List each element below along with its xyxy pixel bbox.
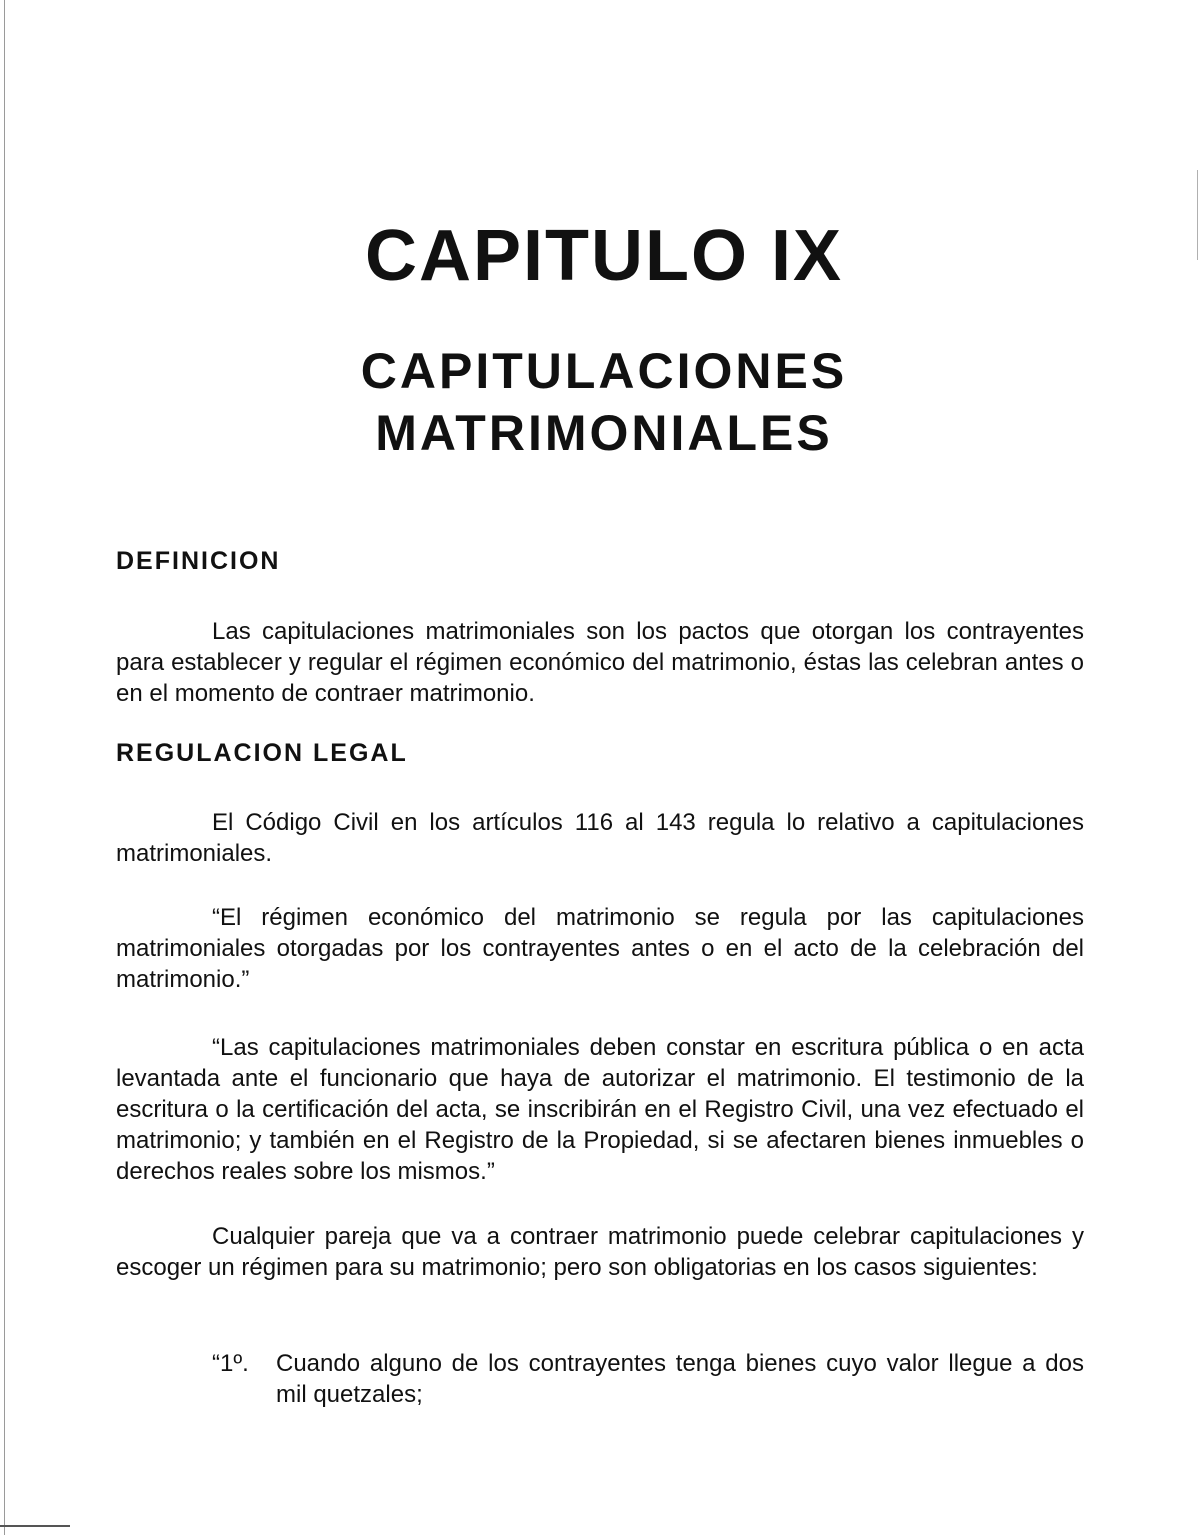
page-edge-bottom xyxy=(0,1525,70,1527)
regulacion-paragraph-1: El Código Civil en los artículos 116 al 143 regula lo relativo a capitulaciones matrimoniales. xyxy=(116,809,1084,867)
chapter-title: CAPITULO IX xyxy=(364,216,843,296)
chapter-subtitle xyxy=(0,340,1200,464)
list-item-number: “1º. xyxy=(212,1350,249,1377)
list-item-text: Cuando alguno de los contrayentes tenga bienes cuyo valor llegue a dos mil quetzales; xyxy=(276,1350,1084,1408)
chapter-subtitle-line1: CAPITULACIONES xyxy=(360,343,848,399)
regulacion-paragraph-2: “El régimen económico del matrimonio se regula por las capitulaciones matrimoniales otorgadas por los contrayentes antes o en el acto de la celebración del matrimonio.” xyxy=(116,904,1084,993)
definicion-heading: DEFINICION xyxy=(116,547,281,575)
definicion-paragraph: Las capitulaciones matrimoniales son los pactos que otorgan los contrayentes para establecer y regular el régimen económico del matrimonio, éstas las celebran antes o en el momento de contraer matrimonio. xyxy=(116,618,1084,707)
list-item xyxy=(212,1348,1084,1410)
regulacion-paragraph-4: Cualquier pareja que va a contraer matrimonio puede celebrar capitulaciones y escoger un régimen para su matrimonio; pero son obligatorias en los casos siguientes: xyxy=(116,1223,1084,1281)
chapter-subtitle-line2: MATRIMONIALES xyxy=(375,405,833,461)
regulacion-paragraph-3: “Las capitulaciones matrimoniales deben constar en escritura pública o en acta levantada ante el funcionario que haya de autorizar el matrimonio. El testimonio de la escritura o la certificación del acta, se inscribirán en el Registro Civil, una vez efectuado el matrimonio; y también en el Registro de la Propiedad, si se afectaren bienes inmuebles o derechos reales sobre los mismos.” xyxy=(116,1034,1084,1185)
regulacion-heading: REGULACION LEGAL xyxy=(116,739,408,767)
